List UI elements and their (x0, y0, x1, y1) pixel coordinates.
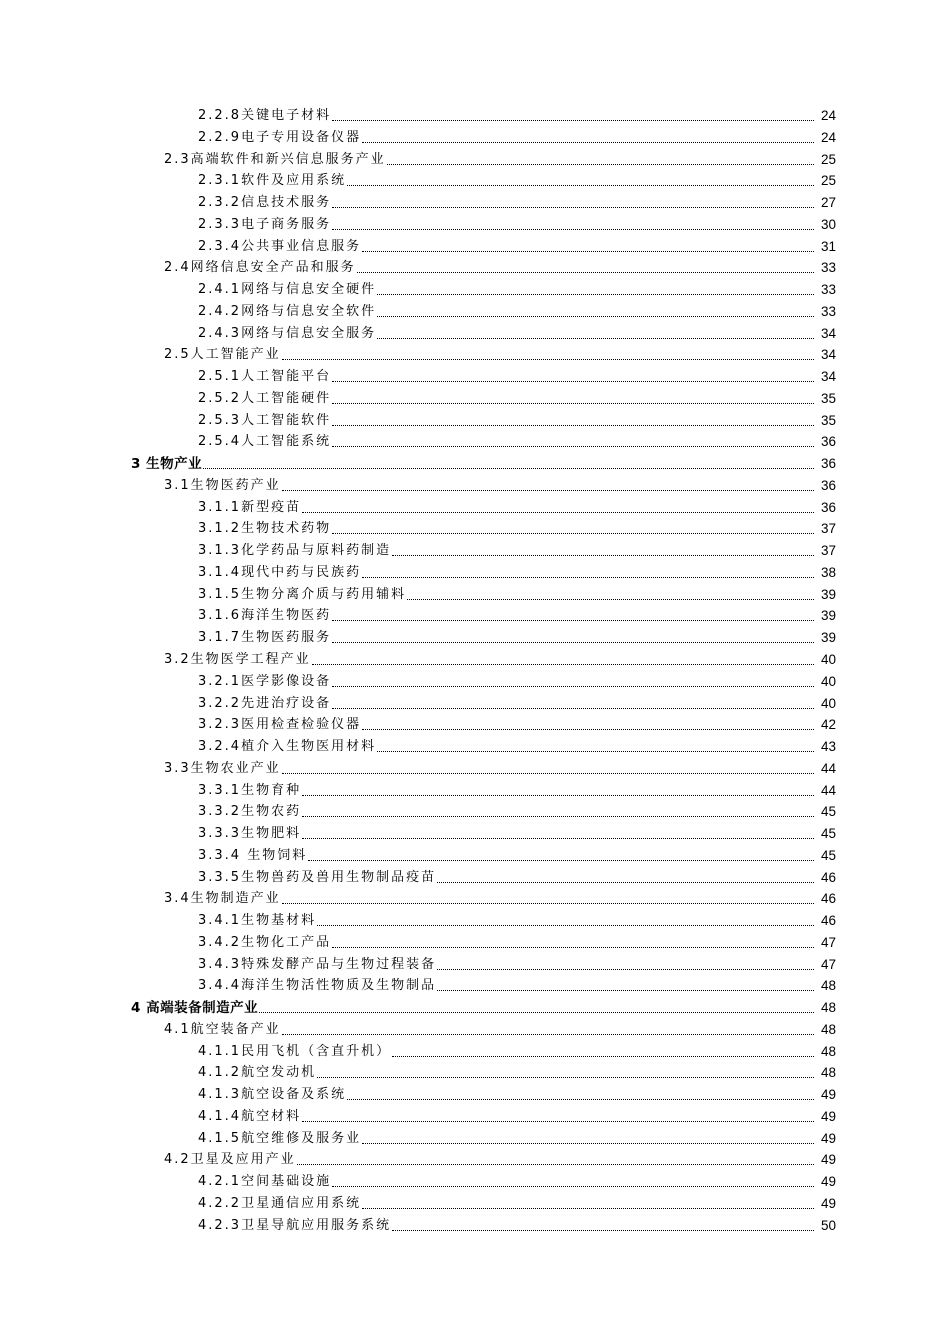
toc-entry-title: 2.4网络信息安全产品和服务 (164, 257, 357, 279)
toc-dot-leader (392, 1230, 814, 1231)
toc-entry-title: 3.2.1医学影像设备 (198, 671, 332, 693)
toc-page-number: 35 (814, 388, 836, 410)
toc-page-number: 46 (814, 910, 836, 932)
toc-entry[interactable] (0, 214, 950, 236)
toc-dot-leader (332, 708, 814, 709)
toc-entry[interactable] (0, 149, 950, 171)
toc-entry-title: 3.2.4植介入生物医用材料 (198, 736, 377, 758)
toc-page-number: 49 (814, 1128, 836, 1150)
toc-page-number: 46 (814, 888, 836, 910)
toc-page-number: 48 (814, 1019, 836, 1041)
toc-entry[interactable] (0, 605, 950, 627)
toc-entry[interactable] (0, 540, 950, 562)
toc-entry-title: 4.1.3航空设备及系统 (198, 1084, 347, 1106)
toc-entry-title: 2.4.1网络与信息安全硬件 (198, 279, 377, 301)
toc-page-number: 40 (814, 671, 836, 693)
toc-page-number: 25 (814, 170, 836, 192)
toc-dot-leader (387, 164, 814, 165)
toc-entry[interactable] (0, 693, 950, 715)
toc-page-number: 34 (814, 366, 836, 388)
toc-entry[interactable] (0, 170, 950, 192)
toc-entry[interactable] (0, 1084, 950, 1106)
toc-entry-title: 2.3.1软件及应用系统 (198, 170, 347, 192)
toc-dot-leader (332, 1186, 814, 1187)
toc-entry[interactable] (0, 388, 950, 410)
toc-page-number: 40 (814, 649, 836, 671)
toc-dot-leader (302, 1121, 814, 1122)
toc-dot-leader (259, 1012, 814, 1013)
toc-page-number: 44 (814, 780, 836, 802)
toc-entry-title: 3.2.2先进治疗设备 (198, 693, 332, 715)
toc-entry[interactable] (0, 867, 950, 889)
toc-page-number: 48 (814, 975, 836, 997)
toc-page-number: 49 (814, 1106, 836, 1128)
toc-dot-leader (317, 1077, 814, 1078)
toc-dot-leader (407, 599, 814, 600)
toc-page-number: 45 (814, 845, 836, 867)
toc-page-number: 36 (814, 431, 836, 453)
toc-entry-title: 4 高端装备制造产业 (131, 997, 259, 1019)
toc-entry[interactable] (0, 127, 950, 149)
toc-entry[interactable] (0, 323, 950, 345)
toc-entry[interactable] (0, 257, 950, 279)
toc-page-number: 34 (814, 344, 836, 366)
toc-entry-title: 3.1.2生物技术药物 (198, 518, 332, 540)
toc-entry[interactable] (0, 975, 950, 997)
toc-entry-title: 3.1.4现代中药与民族药 (198, 562, 362, 584)
toc-entry-title: 3.4.2生物化工产品 (198, 932, 332, 954)
toc-page-number: 37 (814, 518, 836, 540)
toc-entry-title: 2.5.3人工智能软件 (198, 410, 332, 432)
toc-entry[interactable] (0, 801, 950, 823)
toc-page-number: 48 (814, 1041, 836, 1063)
toc-entry-title: 3 生物产业 (131, 453, 203, 475)
toc-dot-leader (302, 795, 814, 796)
toc-entry-title: 3.3生物农业产业 (164, 758, 282, 780)
toc-entry[interactable] (0, 1215, 950, 1237)
toc-dot-leader (392, 555, 814, 556)
toc-entry-title: 3.2.3医用检查检验仪器 (198, 714, 362, 736)
toc-entry-title: 3.4.4海洋生物活性物质及生物制品 (198, 975, 437, 997)
toc-dot-leader (332, 229, 814, 230)
toc-dot-leader (377, 294, 814, 295)
toc-entry[interactable] (0, 192, 950, 214)
toc-entry-title: 3.2生物医学工程产业 (164, 649, 312, 671)
toc-dot-leader (282, 1034, 814, 1035)
toc-entry-title: 2.3高端软件和新兴信息服务产业 (164, 149, 387, 171)
toc-entry-title: 4.2卫星及应用产业 (164, 1149, 297, 1171)
toc-entry-title: 2.3.4公共事业信息服务 (198, 236, 362, 258)
toc-entry-title: 2.5.1人工智能平台 (198, 366, 332, 388)
toc-entry[interactable] (0, 301, 950, 323)
toc-entry-title: 2.3.2信息技术服务 (198, 192, 332, 214)
toc-page-number: 43 (814, 736, 836, 758)
toc-entry-title: 3.1.3化学药品与原料药制造 (198, 540, 392, 562)
toc-page-number: 39 (814, 584, 836, 606)
toc-page-number: 40 (814, 693, 836, 715)
toc-page-number: 36 (814, 497, 836, 519)
toc-entry[interactable] (0, 649, 950, 671)
toc-page-number: 44 (814, 758, 836, 780)
toc-dot-leader (377, 338, 814, 339)
toc-dot-leader (437, 990, 814, 991)
toc-entry[interactable] (0, 671, 950, 693)
toc-entry[interactable] (0, 1171, 950, 1193)
toc-entry-title: 3.3.5生物兽药及兽用生物制品疫苗 (198, 867, 437, 889)
toc-page-number: 33 (814, 301, 836, 323)
toc-dot-leader (203, 468, 814, 469)
toc-dot-leader (312, 664, 814, 665)
toc-dot-leader (332, 947, 814, 948)
toc-page-number: 36 (814, 475, 836, 497)
toc-page-number: 49 (814, 1149, 836, 1171)
toc-entry-title: 4.1.5航空维修及服务业 (198, 1128, 362, 1150)
toc-entry-title: 3.1生物医药产业 (164, 475, 282, 497)
toc-dot-leader (362, 251, 814, 252)
toc-dot-leader (362, 142, 814, 143)
toc-page-number: 46 (814, 867, 836, 889)
toc-dot-leader (377, 751, 814, 752)
toc-entry[interactable] (0, 562, 950, 584)
toc-entry[interactable] (0, 105, 950, 127)
toc-entry[interactable] (0, 1128, 950, 1150)
toc-page-number: 47 (814, 954, 836, 976)
toc-dot-leader (282, 903, 814, 904)
toc-entry-title: 3.3.3生物肥料 (198, 823, 302, 845)
toc-page-number: 34 (814, 323, 836, 345)
toc-entry[interactable] (0, 736, 950, 758)
toc-entry[interactable] (0, 431, 950, 453)
toc-entry-title: 3.1.7生物医药服务 (198, 627, 332, 649)
toc-entry[interactable] (0, 366, 950, 388)
toc-page-number: 33 (814, 257, 836, 279)
toc-entry[interactable] (0, 453, 950, 475)
toc-page-number: 45 (814, 823, 836, 845)
toc-page-number: 50 (814, 1215, 836, 1237)
toc-dot-leader (437, 882, 814, 883)
toc-entry[interactable] (0, 714, 950, 736)
toc-page-number: 49 (814, 1193, 836, 1215)
toc-page-number: 48 (814, 1062, 836, 1084)
toc-dot-leader (282, 773, 814, 774)
toc-entry[interactable] (0, 518, 950, 540)
toc-page-number: 39 (814, 605, 836, 627)
toc-dot-leader (302, 816, 814, 817)
toc-entry-title: 3.1.5生物分离介质与药用辅料 (198, 584, 407, 606)
toc-page-number: 24 (814, 105, 836, 127)
toc-entry-title: 2.3.3电子商务服务 (198, 214, 332, 236)
toc-dot-leader (332, 533, 814, 534)
toc-dot-leader (282, 359, 814, 360)
toc-entry[interactable] (0, 954, 950, 976)
toc-page-number: 49 (814, 1084, 836, 1106)
toc-page-number: 27 (814, 192, 836, 214)
toc-page-number: 33 (814, 279, 836, 301)
toc-entry-title: 3.4.3特殊发酵产品与生物过程装备 (198, 954, 437, 976)
toc-entry-title: 4.1.1民用飞机（含直升机） (198, 1041, 392, 1063)
toc-page-number: 25 (814, 149, 836, 171)
toc-entry[interactable] (0, 584, 950, 606)
toc-entry[interactable] (0, 845, 950, 867)
toc-dot-leader (332, 207, 814, 208)
toc-entry-title: 2.4.3网络与信息安全服务 (198, 323, 377, 345)
toc-page-number: 42 (814, 714, 836, 736)
toc-dot-leader (332, 120, 814, 121)
toc-entry[interactable] (0, 1062, 950, 1084)
toc-dot-leader (332, 686, 814, 687)
toc-entry-title: 4.1航空装备产业 (164, 1019, 282, 1041)
toc-dot-leader (377, 316, 814, 317)
toc-dot-leader (362, 1208, 814, 1209)
toc-dot-leader (347, 1099, 814, 1100)
toc-entry-title: 3.1.1新型疫苗 (198, 497, 302, 519)
toc-page-number: 36 (814, 453, 836, 475)
toc-entry[interactable] (0, 758, 950, 780)
toc-entry[interactable] (0, 410, 950, 432)
toc-entry-title: 4.1.4航空材料 (198, 1106, 302, 1128)
toc-entry-title: 2.5.4人工智能系统 (198, 431, 332, 453)
toc-dot-leader (317, 925, 814, 926)
toc-entry[interactable] (0, 1041, 950, 1063)
toc-entry-title: 3.3.4 生物饲料 (198, 845, 308, 867)
toc-entry-title: 4.1.2航空发动机 (198, 1062, 317, 1084)
toc-dot-leader (302, 838, 814, 839)
toc-entry[interactable] (0, 344, 950, 366)
toc-entry-title: 3.1.6海洋生物医药 (198, 605, 332, 627)
toc-page-number: 24 (814, 127, 836, 149)
toc-entry-title: 3.3.2生物农药 (198, 801, 302, 823)
toc-page-number: 47 (814, 932, 836, 954)
toc-entry[interactable] (0, 497, 950, 519)
toc-entry-title: 3.4.1生物基材料 (198, 910, 317, 932)
toc-dot-leader (347, 185, 814, 186)
toc-entry-title: 2.2.8关键电子材料 (198, 105, 332, 127)
toc-dot-leader (332, 620, 814, 621)
toc-entry[interactable] (0, 932, 950, 954)
toc-dot-leader (332, 381, 814, 382)
toc-page-number: 38 (814, 562, 836, 584)
toc-entry-title: 2.4.2网络与信息安全软件 (198, 301, 377, 323)
toc-page-number: 30 (814, 214, 836, 236)
toc-dot-leader (362, 577, 814, 578)
toc-dot-leader (302, 512, 814, 513)
toc-page-number: 49 (814, 1171, 836, 1193)
toc-entry[interactable] (0, 1106, 950, 1128)
toc-dot-leader (437, 969, 814, 970)
toc-entry-title: 3.3.1生物育种 (198, 780, 302, 802)
toc-entry[interactable] (0, 910, 950, 932)
toc-dot-leader (308, 860, 814, 861)
toc-dot-leader (282, 490, 814, 491)
toc-entry[interactable] (0, 780, 950, 802)
toc-entry[interactable] (0, 279, 950, 301)
toc-dot-leader (362, 1143, 814, 1144)
toc-entry-title: 3.4生物制造产业 (164, 888, 282, 910)
toc-entry-title: 2.5人工智能产业 (164, 344, 282, 366)
toc-page-number: 35 (814, 410, 836, 432)
toc-dot-leader (297, 1164, 814, 1165)
toc-dot-leader (332, 642, 814, 643)
toc-page-number: 45 (814, 801, 836, 823)
toc-entry[interactable] (0, 997, 950, 1019)
toc-dot-leader (357, 272, 814, 273)
toc-dot-leader (332, 403, 814, 404)
toc-page-number: 31 (814, 236, 836, 258)
toc-dot-leader (392, 1056, 814, 1057)
toc-page-number: 48 (814, 997, 836, 1019)
toc-entry-title: 2.2.9电子专用设备仪器 (198, 127, 362, 149)
toc-page-number: 39 (814, 627, 836, 649)
toc-entry[interactable] (0, 236, 950, 258)
toc-page-number: 37 (814, 540, 836, 562)
toc-entry[interactable] (0, 1149, 950, 1171)
toc-dot-leader (362, 729, 814, 730)
toc-entry[interactable] (0, 1193, 950, 1215)
toc-entry[interactable] (0, 627, 950, 649)
toc-entry-title: 4.2.2卫星通信应用系统 (198, 1193, 362, 1215)
toc-entry[interactable] (0, 888, 950, 910)
toc-entry-title: 4.2.1空间基础设施 (198, 1171, 332, 1193)
toc-entry[interactable] (0, 1019, 950, 1041)
toc-entry-title: 2.5.2人工智能硬件 (198, 388, 332, 410)
toc-dot-leader (332, 425, 814, 426)
toc-entry-title: 4.2.3卫星导航应用服务系统 (198, 1215, 392, 1237)
toc-entry[interactable] (0, 475, 950, 497)
toc-entry[interactable] (0, 823, 950, 845)
toc-dot-leader (332, 446, 814, 447)
